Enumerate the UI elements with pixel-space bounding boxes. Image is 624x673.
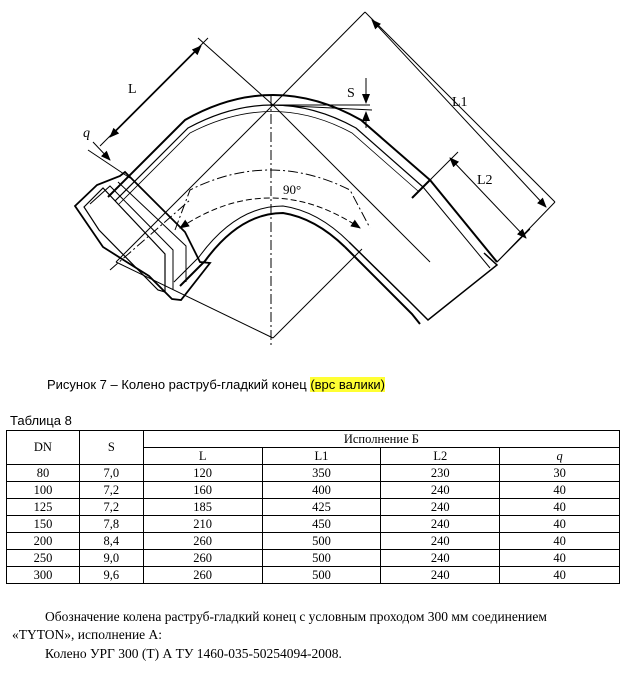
cell-l2: 240 <box>381 567 500 584</box>
cell-l2: 240 <box>381 516 500 533</box>
cell-s: 7,2 <box>79 482 143 499</box>
note-line-3: Колено УРГ 300 (Т) А ТУ 1460-035-50254094-2008. <box>45 646 342 661</box>
cell-l1: 425 <box>262 499 381 516</box>
note-line-2: «TYTON», исполнение А: <box>12 627 163 642</box>
table-row <box>7 567 620 584</box>
cell-l: 260 <box>143 550 262 567</box>
cell-dn: 150 <box>7 516 80 533</box>
cell-q: 40 <box>500 533 620 550</box>
dim-L2 <box>430 152 530 262</box>
cell-l: 260 <box>143 567 262 584</box>
cell-dn: 300 <box>7 567 80 584</box>
label-L: L <box>128 82 137 97</box>
cell-dn: 125 <box>7 499 80 516</box>
cell-dn: 200 <box>7 533 80 550</box>
cell-q: 30 <box>500 465 620 482</box>
table-label: Таблица 8 <box>10 413 72 428</box>
cell-l2: 240 <box>381 499 500 516</box>
header-l1: L1 <box>262 448 381 465</box>
cell-dn: 100 <box>7 482 80 499</box>
header-q: q <box>500 448 620 465</box>
figure-caption <box>47 377 385 392</box>
cell-l2: 240 <box>381 550 500 567</box>
cell-l: 185 <box>143 499 262 516</box>
cell-l1: 500 <box>262 567 381 584</box>
elbow-body <box>75 95 497 324</box>
cell-l2: 240 <box>381 482 500 499</box>
table-row <box>7 533 620 550</box>
cell-s: 9,6 <box>79 567 143 584</box>
cell-l: 120 <box>143 465 262 482</box>
cell-l1: 500 <box>262 550 381 567</box>
cell-s: 8,4 <box>79 533 143 550</box>
cell-dn: 80 <box>7 465 80 482</box>
label-L1: L1 <box>452 95 468 110</box>
cell-s: 7,2 <box>79 499 143 516</box>
cell-l1: 400 <box>262 482 381 499</box>
header-dn: DN <box>7 431 80 465</box>
spec-table <box>6 430 620 584</box>
cell-l2: 230 <box>381 465 500 482</box>
angle-arc <box>180 198 360 228</box>
label-L2: L2 <box>477 173 493 188</box>
table-row <box>7 499 620 516</box>
cell-l1: 450 <box>262 516 381 533</box>
header-l2: L2 <box>381 448 500 465</box>
header-s: S <box>79 431 143 465</box>
label-angle: 90° <box>283 182 302 197</box>
cell-l1: 350 <box>262 465 381 482</box>
cell-s: 7,0 <box>79 465 143 482</box>
header-group: Исполнение Б <box>143 431 619 448</box>
figure-caption-highlight: (врс валики) <box>310 377 386 392</box>
label-q: q <box>83 126 90 141</box>
cell-q: 40 <box>500 567 620 584</box>
cell-q: 40 <box>500 499 620 516</box>
table-row <box>7 482 620 499</box>
cell-s: 7,8 <box>79 516 143 533</box>
label-S: S <box>347 86 355 101</box>
center-arc <box>175 170 370 230</box>
cell-l: 210 <box>143 516 262 533</box>
header-l: L <box>143 448 262 465</box>
cell-l: 260 <box>143 533 262 550</box>
cell-l: 160 <box>143 482 262 499</box>
table-row <box>7 550 620 567</box>
cell-q: 40 <box>500 550 620 567</box>
table-row <box>7 465 620 482</box>
cell-s: 9,0 <box>79 550 143 567</box>
note-line-1: Обозначение колена раструб-гладкий конец с условным проходом 300 мм соединением <box>45 609 547 624</box>
cell-q: 40 <box>500 516 620 533</box>
figure-caption-text: Рисунок 7 – Колено раструб-гладкий конец <box>47 377 311 392</box>
cell-l2: 240 <box>381 533 500 550</box>
table-row <box>7 516 620 533</box>
cell-q: 40 <box>500 482 620 499</box>
cell-dn: 250 <box>7 550 80 567</box>
cell-l1: 500 <box>262 533 381 550</box>
